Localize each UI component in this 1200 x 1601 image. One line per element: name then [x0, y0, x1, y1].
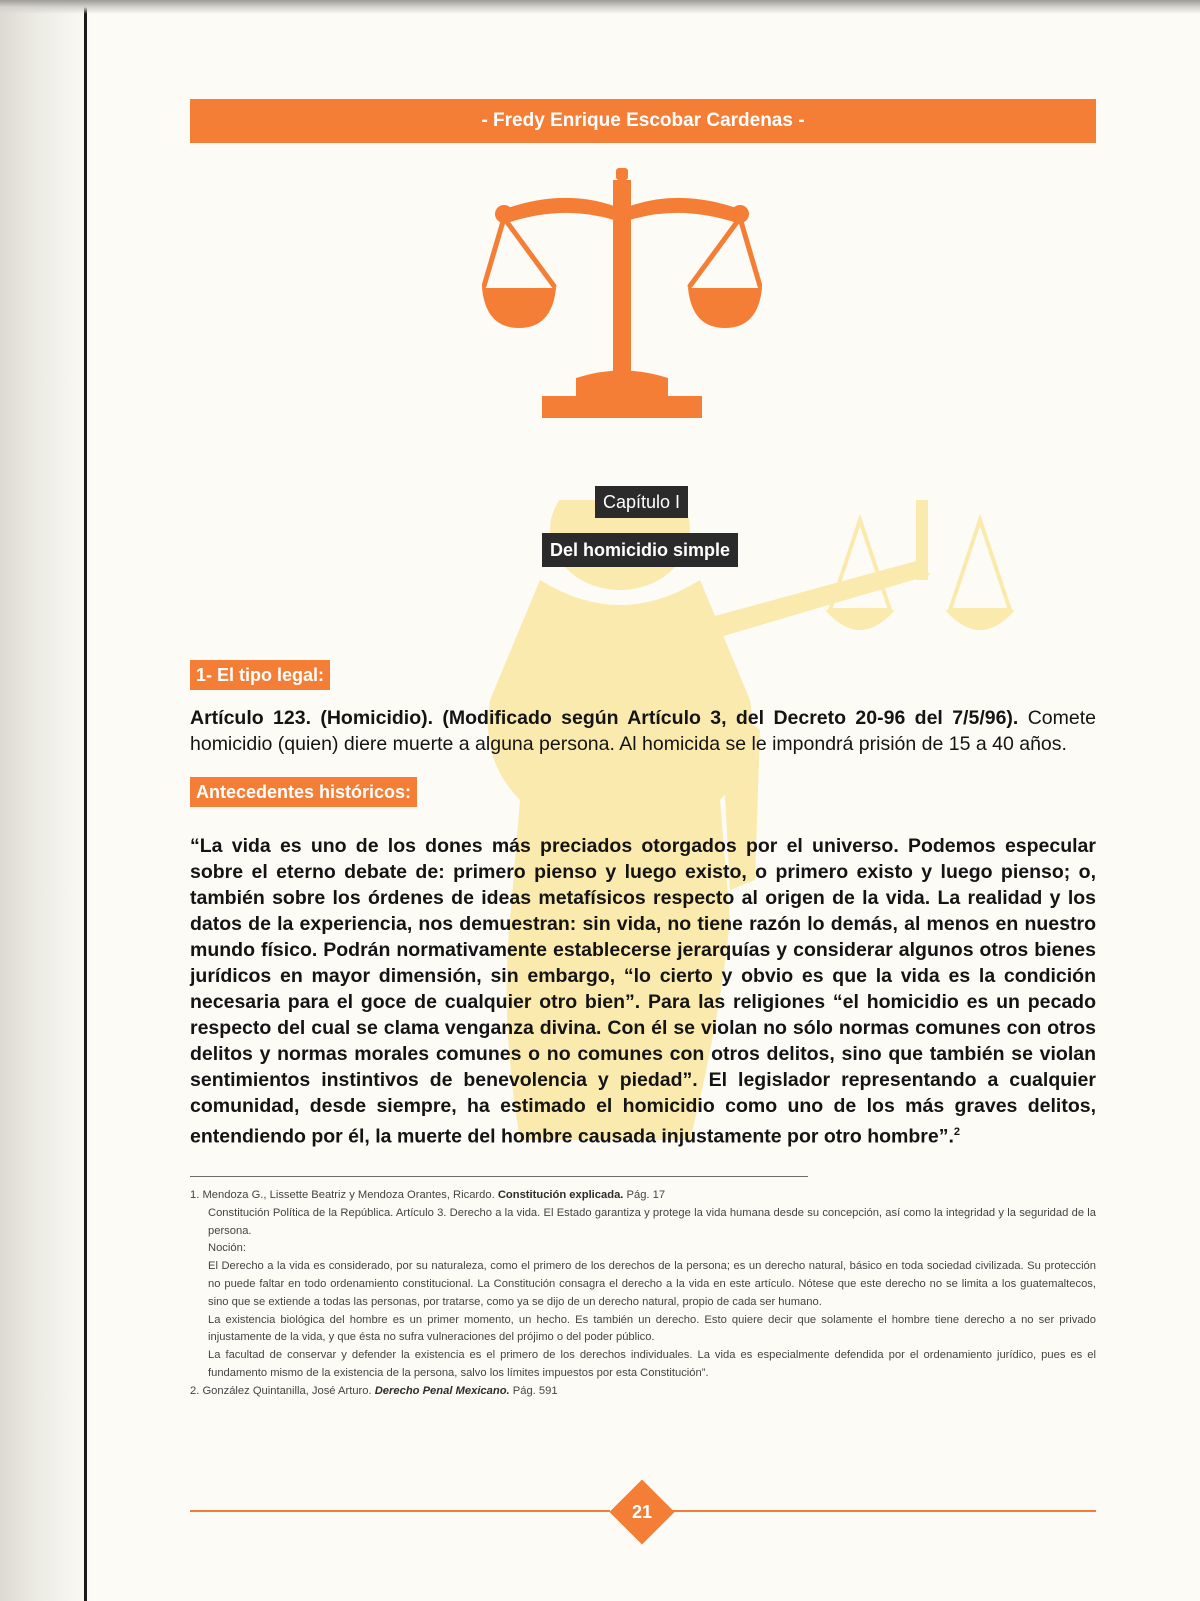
author-header-bar: [190, 99, 1096, 143]
chapter-number-label: [595, 486, 688, 518]
footnote-1-paragraph: El Derecho a la vida es considerado, por su naturaleza, como el primero de los derechos de la persona; es un derecho natural, básico en toda sociedad civilizada. Su protección no puede faltar en todo ordenamiento constitucional. La Constitución consagra el derecho a la vida en este artículo. Nótese que este derecho no se limita a los guatemaltecos, sino que se extiende a todas las personas, por tratarse, como ya se dijo de un derecho natural, propio de cada ser humano.: [208, 1260, 1096, 1308]
article-heading: Artículo 123. (Homicidio). (Modificado según Artículo 3, del Decreto 20-96 del 7/5/96).: [190, 707, 1019, 729]
footnote-book-title: Constitución explicada.: [497, 1189, 624, 1201]
historical-quote-paragraph: [190, 833, 1096, 1150]
footnote-1-nocion-label: Noción:: [208, 1242, 246, 1255]
footnote-authors: González Quintanilla, José Arturo.: [202, 1384, 372, 1397]
footer-rule-right: [672, 1510, 1096, 1512]
footer-rule-left: [190, 1510, 610, 1512]
section-heading-antecedentes: [190, 777, 417, 807]
footnote-2-citation: [190, 1383, 1096, 1401]
chapter-title-label: [542, 533, 738, 567]
footnote-authors: Mendoza G., Lissette Beatriz y Mendoza Orantes, Ricardo.: [202, 1189, 495, 1201]
footnote-marker: 2.: [190, 1384, 200, 1397]
article-body: Comete homicidio (quien) diere muerte a alguna persona. Al homicida se le impondrá prisión de 15 a 40 años.: [190, 707, 1096, 755]
author-name: - Fredy Enrique Escobar Cardenas -: [481, 110, 805, 131]
article-123-text: [190, 705, 1096, 757]
page-top-edge: [0, 0, 1200, 14]
footnote-separator: [190, 1176, 808, 1177]
quote-text: “La vida es uno de los dones más preciados otorgados por el universo. Podemos especular sobre el eterno debate de: primero pienso y luego existo, o primero existo y luego pienso; o, también sobre los órdenes de ideas metafísicos respecto al origen de la vida. La realidad y los datos de la experiencia, nos demuestran: sin vida, no tiene razón lo demás, al menos en nuestro mundo físico. Podrán normativamente establecerse jerarquías y considerar algunos otros bienes jurídicos en mayor dimensión, sin embargo, “lo cierto y obvio es que la vida es la condición necesaria para el goce de cualquier otro bien”. Para las religiones “el homicidio es un pecado respecto del cual se clama venganza divina. Con él se violan no sólo normas comunes con otros delitos y normas morales comunes o no comunes con otros delitos, sino que también se violan sentimientos instintivos de benevolencia y piedad”. El legislador representando a cualquier comunidad, desde siempre, ha estimado el homicidio como uno de los más graves delitos, entendiendo por él, la muerte del hombre causada injustamente por otro hombre”.: [190, 835, 1096, 1148]
chapter-number-text: Capítulo I: [603, 491, 681, 512]
footnote-1-paragraph: La facultad de conservar y defender la existencia es el primero de los derechos individuales. La vida es especialmente defendida por el ordenamiento jurídico, pues es el fundamento mismo de la existencia de la persona, salvo los límites impuestos por esta Constitución”.: [208, 1349, 1096, 1379]
page-number: 21: [631, 1501, 653, 1522]
footnote-book-title: Derecho Penal Mexicano.: [374, 1384, 510, 1397]
scales-of-justice-icon: [482, 168, 762, 428]
footnote-1-paragraph: La existencia biológica del hombre es un primer momento, un hecho. Es también un derecho. Esto quiere decir que solamente el hombre tiene derecho a no ser privado injustamente de la vida, y que ésta no sufra vulneraciones del prójimo o del poder público.: [208, 1313, 1096, 1344]
footnote-1-constitution-article: Constitución Política de la República. Artículo 3. Derecho a la vida. El Estado garantiza y protege la vida humana desde su concepción, así como la integridad y la seguridad de la persona.: [208, 1206, 1096, 1237]
section-heading-text: 1- El tipo legal:: [196, 664, 325, 685]
chapter-title-text: Del homicidio simple: [550, 539, 731, 560]
page-gutter-line: [84, 0, 87, 1601]
footnote-page: Pág. 591: [509, 1384, 558, 1397]
footnote-1-citation: [190, 1187, 1096, 1205]
footnote-page: Pág. 17: [623, 1189, 666, 1201]
page-binding-shadow: [0, 0, 92, 1601]
footnote-reference: 2: [953, 1126, 961, 1138]
section-heading-text: Antecedentes históricos:: [196, 781, 412, 802]
footnote-marker: 1.: [190, 1189, 200, 1201]
section-heading-tipo-legal: [190, 660, 330, 690]
footnotes: [190, 1187, 1096, 1401]
